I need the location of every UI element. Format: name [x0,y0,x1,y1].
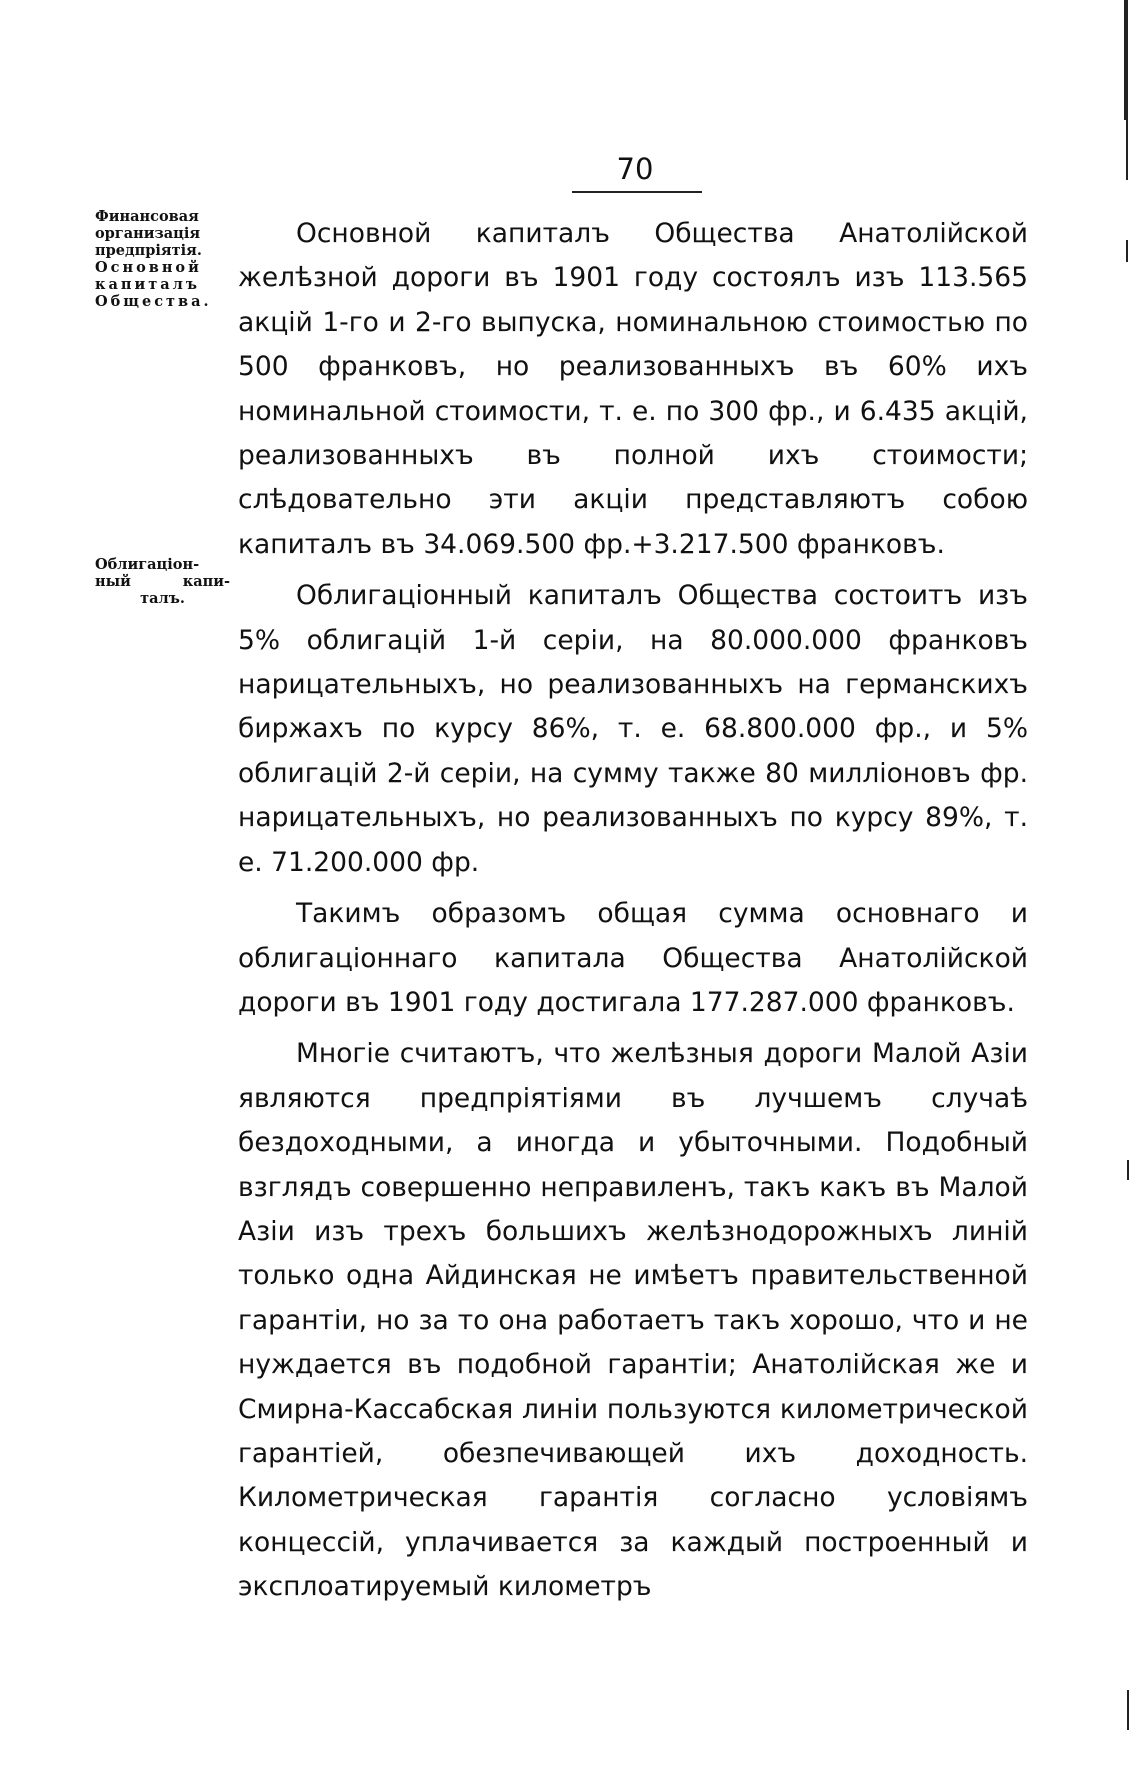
page-number: 70 [616,152,654,186]
margin-note-line: Общества. [95,293,212,310]
margin-note-line: талъ. [140,590,185,607]
page-number-rule [572,191,702,193]
margin-note-line: предпріятія. [95,242,202,259]
body-text [238,212,1028,1610]
margin-note-line: капиталъ [95,276,200,293]
scan-edge-line [1126,240,1128,262]
scan-edge-line [1124,0,1128,120]
paragraph-total-capital: Такимъ образомъ общая сумма основнаго и облигаціоннаго капитала Общества Анатолійской дороги въ 1901 году достигала 177.287.000 франковъ. [238,898,1028,1018]
margin-note-bond-capital [95,556,230,607]
margin-note-line: организація [95,225,201,242]
scan-edge-line [1127,1690,1129,1730]
margin-note-line: Финансовая [95,208,199,225]
margin-note-line: ный капи- [95,573,230,590]
scan-edge-line [1127,1160,1129,1180]
paragraph-share-capital: Основной капиталъ Общества Анатолійской желѣзной дороги въ 1901 году состоялъ изъ 113.565 акцій 1-го и 2-го выпуска, номинальною стоимостью по 500 франковъ, но реализованныхъ въ 60% ихъ номинальной стоимости, т. е. по 300 фр., и 6.435 акцій, реализованныхъ въ полной ихъ стоимости; слѣдовательно эти акціи представляютъ собою капиталъ въ 34.069.500 фр.+3.217.500 франковъ. [238,218,1028,560]
margin-note-line: Основной [95,259,202,276]
scan-edge-line [1126,120,1128,180]
margin-note-line: Облигаціон- [95,556,200,573]
paragraph-railway-profitability: Многіе считаютъ, что желѣзныя дороги Малой Азіи являются предпріятіями въ лучшемъ случаѣ бездоходными, а иногда и убыточными. Подобный взглядъ совершенно неправиленъ, такъ какъ въ Малой Азіи изъ трехъ большихъ желѣзнодорожныхъ линій только одна Айдинская не имѣетъ правительственной гарантіи, но за то она работаетъ такъ хорошо, что и не нуждается въ подобной гарантіи; Анатолійская же и Смирна-Кассабская линіи пользуются километрической гарантіей, обезпечивающей ихъ доходность. Километрическая гарантія согласно условіямъ концессій, уплачивается за каждый построенный и эксплоатируемый километръ [238,1038,1028,1603]
margin-note-financial-organization [95,208,235,310]
paragraph-bond-capital: Облигаціонный капиталъ Общества состоитъ изъ 5% облигацій 1-й серіи, на 80.000.000 франковъ нарицательныхъ, но реализованныхъ на германскихъ биржахъ по курсу 86%, т. е. 68.800.000 фр., и 5% облигацій 2-й серіи, на сумму также 80 милліоновъ фр. нарицательныхъ, но реализованныхъ по курсу 89%, т. е. 71.200.000 фр. [238,580,1028,878]
